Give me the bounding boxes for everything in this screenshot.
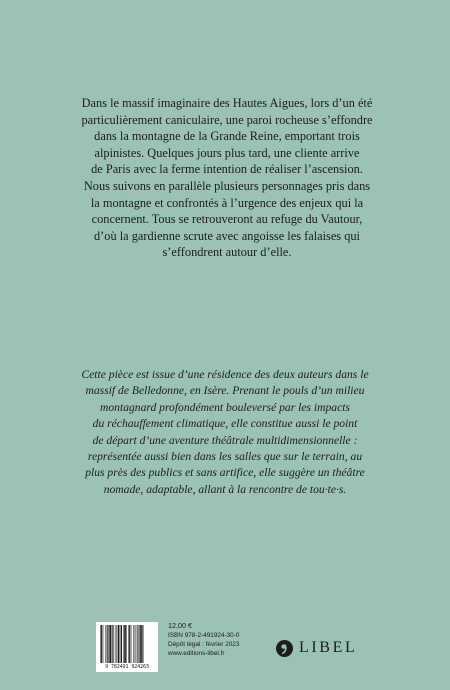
barcode-bar bbox=[123, 625, 124, 663]
note-line: Cette pièce est issue d’une résidence des deux auteurs dans le bbox=[81, 368, 369, 381]
note-line: de départ d’une aventure théâtrale multidimensionnelle : bbox=[92, 433, 358, 447]
note-line: nomade, adaptable, allant à la rencontre de tou·te·s. bbox=[103, 482, 347, 496]
barcode-bar bbox=[124, 625, 126, 663]
publisher-name: LIBEL bbox=[299, 639, 358, 656]
barcode-bar bbox=[100, 625, 101, 663]
barcode-bar bbox=[107, 625, 108, 663]
note-line: plus près des publics et sans artifice, elle suggère un théâtre bbox=[85, 466, 365, 480]
barcode-bar bbox=[115, 625, 116, 663]
note-line: montagnard profondément bouleversé par les impacts bbox=[100, 400, 350, 414]
barcode-bar bbox=[121, 625, 122, 663]
barcode-bar bbox=[113, 625, 114, 663]
summary-line: concernent. Tous se retrouveront au refuge du Vautour, bbox=[91, 212, 363, 227]
barcode-bar bbox=[136, 625, 137, 663]
barcode-bar bbox=[135, 625, 136, 663]
residency-note bbox=[55, 367, 395, 498]
summary-line: Nous suivons en parallèle plusieurs personnages pris dans bbox=[83, 178, 371, 193]
barcode-bar bbox=[137, 625, 138, 663]
barcode-bar bbox=[101, 625, 102, 663]
barcode-bar bbox=[118, 625, 120, 663]
barcode-bar bbox=[140, 625, 142, 663]
barcode-bar bbox=[142, 625, 143, 663]
barcode-bar bbox=[131, 625, 132, 663]
barcode-bar bbox=[139, 625, 140, 663]
summary-line: d’où la gardienne scrute avec angoisse les falaises qui bbox=[94, 228, 360, 243]
barcode-bars bbox=[96, 622, 158, 666]
barcode-bar bbox=[109, 625, 111, 663]
summary-line: alpinistes. Quelques jours plus tard, une cliente arrive bbox=[94, 145, 360, 160]
website-link[interactable]: www.editions-libel.fr bbox=[168, 649, 225, 657]
barcode-bar bbox=[129, 625, 130, 663]
barcode-digits: 9 782491 924263 bbox=[96, 664, 158, 670]
summary-line: de Paris avec la ferme intention de réaliser l’ascension. bbox=[91, 162, 363, 177]
legal-deposit: Dépôt légal : février 2023 bbox=[168, 640, 240, 648]
summary-line: particulièrement caniculaire, une paroi rocheuse s’effondre bbox=[81, 112, 373, 127]
libel-logo-icon bbox=[276, 640, 293, 657]
barcode-bar bbox=[120, 625, 121, 663]
summary-line: dans la montagne de la Grande Reine, emportant trois bbox=[94, 129, 360, 144]
note-line: massif de Belledonne, en Isère. Prenant le pouls d’un milieu bbox=[85, 384, 365, 398]
barcode-bar bbox=[128, 625, 129, 663]
barcode-bar bbox=[105, 625, 106, 663]
summary-line: Dans le massif imaginaire des Hautes Aigues, lors d’un été bbox=[81, 96, 373, 110]
barcode-bar bbox=[103, 625, 104, 663]
price: 12,00 € bbox=[168, 621, 192, 630]
publisher-logo bbox=[276, 638, 357, 658]
barcode-bar bbox=[133, 625, 134, 663]
summary-line: s’effondrent autour d’elle. bbox=[162, 245, 292, 260]
isbn: ISBN 978-2-491924-30-0 bbox=[168, 632, 240, 639]
summary-line: la montagne et confrontés à l’urgence des enjeux qui la bbox=[90, 195, 364, 210]
barcode-bar bbox=[112, 625, 113, 663]
note-line: représentée aussi bien dans les salles que sur le terrain, au bbox=[87, 450, 363, 464]
book-info bbox=[168, 620, 239, 659]
barcode-bar bbox=[126, 625, 127, 663]
note-line: du réchauffement climatique, elle constitue aussi le point bbox=[92, 417, 358, 431]
barcode-bar bbox=[116, 625, 117, 663]
summary-text bbox=[62, 95, 392, 261]
barcode-bar bbox=[108, 625, 109, 663]
